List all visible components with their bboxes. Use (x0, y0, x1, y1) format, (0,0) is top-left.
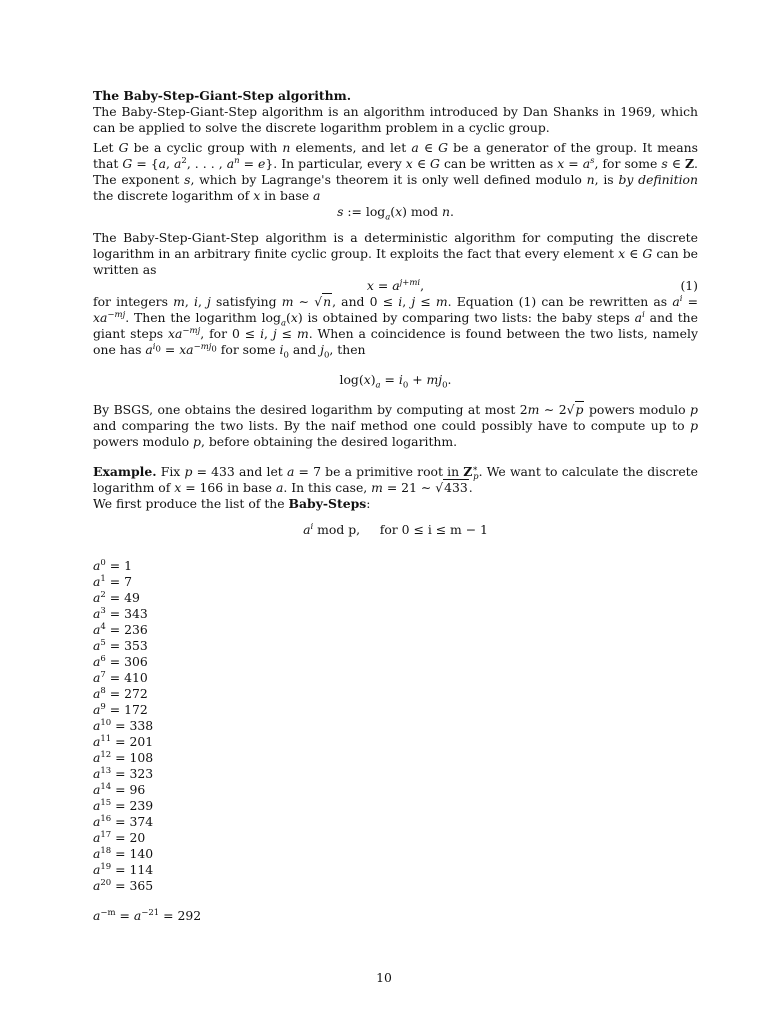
list-item: $a^1 = 7$ (93, 573, 132, 589)
equation-number: (1) (680, 278, 698, 293)
page-number: 10 (376, 970, 392, 985)
baby-steps-formula: $a^i$ mod p, for 0 ≤ i ≤ m − 1 (303, 521, 488, 537)
equation-1: $x = a^{j+mi}$, (1) (366, 277, 698, 293)
list-item: $a^{15} = 239$ (93, 797, 154, 813)
bsgs-paragraph-2: for integers m, i, j satisfying m ∼ √n, and 0 ≤ i, j ≤ m. Equation (1) can be rewritten as $a^i = xa^{-mj}$. Then the logarithm $\log_a(x)$ is obtained by comparing two lists: the baby steps $a^i$ and the giant steps $xa^{-mj}$, for 0 ≤ i, j ≤ m. When a coincidence is found between the two lists, namely one has $a^{i_0} = xa^{-mj_0}$ for some $i_0$ and $j_0$, then (93, 293, 698, 361)
list-item: $a^{20} = 365$ (93, 877, 154, 893)
baby-steps-list (93, 558, 698, 894)
list-item: $a^9 = 172$ (93, 701, 148, 717)
list-item: $a^{16} = 374$ (93, 813, 154, 829)
list-item: $a^4 = 236$ (93, 621, 148, 637)
list-item: $a^6 = 306$ (93, 653, 148, 669)
list-item: $a^{17} = 20$ (93, 829, 146, 845)
list-item: $a^{12} = 108$ (93, 749, 154, 765)
list-item: $a^7 = 410$ (93, 669, 148, 685)
giant-step-factor: $a^{-m} = a^{-21} = 292$ (93, 907, 202, 923)
list-item: $a^{10} = 338$ (93, 717, 154, 733)
list-item: $a^0 = 1$ (93, 557, 132, 573)
discrete-log-formula: s := $\log_a(x)$ mod n. (337, 204, 454, 223)
list-item: $a^{11} = 201$ (93, 733, 154, 749)
list-item: $a^5 = 353$ (93, 637, 148, 653)
list-item: $a^3 = 343$ (93, 605, 148, 621)
section-title: The Baby-Step-Giant-Step algorithm. (93, 88, 352, 103)
example-label: Example. (93, 464, 157, 479)
list-item: $a^2 = 49$ (93, 589, 140, 605)
list-item: $a^{13} = 323$ (93, 765, 154, 781)
bsgs-paragraph-3: By BSGS, one obtains the desired logarithm by computing at most 2m ∼ 2√p powers modulo p and comparing the two lists. By the naif method one could possibly have to compute up to p powers modulo p, before obtaining the desired logarithm. (93, 402, 698, 449)
list-item: $a^{18} = 140$ (93, 845, 154, 861)
list-item: $a^{19} = 114$ (93, 861, 154, 877)
discrete-log-paragraph: Let G be a cyclic group with n elements, and let a ∈ G be a generator of the group. It means that G = {a, $a^2$, . . . , $a^n = e$}. In particular, every x ∈ G can be written as $x = a^s$, for some s ∈ Z. The exponent s, which by Lagrange's theorem it is only well defined modulo n, is by definition the discrete logarithm of x in base a (93, 140, 698, 203)
list-item: $a^{14} = 96$ (93, 781, 146, 797)
list-item: $a^8 = 272$ (93, 685, 148, 701)
page-body (93, 88, 698, 924)
example-paragraph: Example. Fix p = 433 and let a = 7 be a primitive root in $Z^∗_p$. We want to calculate the discrete logarithm of x = 166 in base a. In this case, m = 21 ∼ √433. We first produce the list of the Baby-Steps: (93, 463, 698, 511)
bsgs-paragraph-1: The Baby-Step-Giant-Step algorithm is a deterministic algorithm for computing the discrete logarithm in an arbitrary finite cyclic group. It exploits the fact that every element x ∈ G can be written as (93, 230, 698, 277)
intro-paragraph: The Baby-Step-Giant-Step algorithm is an algorithm introduced by Dan Shanks in 1969, which can be applied to solve the discrete logarithm problem in a cyclic group. (93, 104, 698, 135)
equation-2: $\log(x)_a = i_0 + mj_0$. (339, 372, 452, 391)
